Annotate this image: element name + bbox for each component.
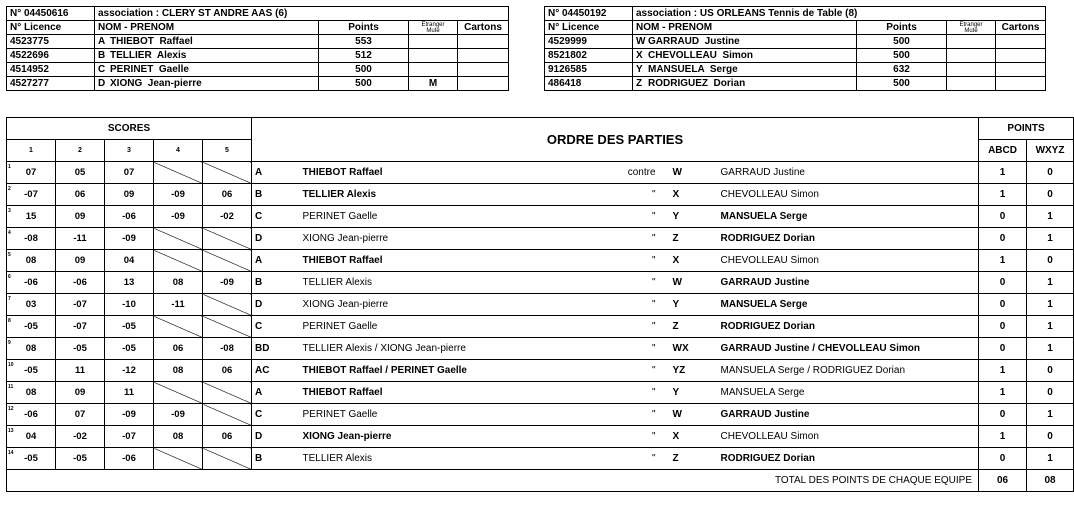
- player-mute: [409, 35, 458, 49]
- abcd-header: ABCD: [979, 140, 1027, 162]
- set-score: 08: [154, 272, 203, 294]
- points-wxyz: 0: [1027, 382, 1074, 404]
- licence-header: N° Licence: [7, 21, 95, 35]
- set-score: 07 1: [7, 162, 56, 184]
- player-letter: X: [636, 50, 643, 61]
- left-letter: B: [252, 184, 300, 206]
- separator: ": [580, 360, 670, 382]
- player-licence: 8521802: [545, 49, 633, 63]
- set-score: 15 3: [7, 206, 56, 228]
- set-score: 06: [56, 184, 105, 206]
- player-mute: [409, 63, 458, 77]
- left-letter: A: [252, 250, 300, 272]
- match-number: 14: [8, 450, 14, 456]
- player-name: RODRIGUEZ Dorian: [648, 78, 746, 89]
- match-row: [7, 426, 1074, 448]
- set-score: 06: [154, 338, 203, 360]
- set-5-header: 5: [203, 140, 252, 162]
- set-score: 11: [105, 382, 154, 404]
- match-number: 6: [8, 274, 11, 280]
- left-letter: A: [252, 162, 300, 184]
- player-licence: 4514952: [7, 63, 95, 77]
- player-name: PERINET Gaelle: [110, 64, 189, 75]
- totals-label: TOTAL DES POINTS DE CHAQUE EQUIPE: [7, 470, 979, 492]
- separator: ": [580, 338, 670, 360]
- points-abcd: 0: [979, 448, 1027, 470]
- points-wxyz: 1: [1027, 448, 1074, 470]
- set-score: -02: [203, 206, 252, 228]
- match-row: [7, 162, 1074, 184]
- player-row: [545, 77, 1046, 91]
- licence-header: N° Licence: [545, 21, 633, 35]
- match-row: [7, 404, 1074, 426]
- right-player: MANSUELA Serge: [718, 294, 979, 316]
- separator: ": [580, 294, 670, 316]
- left-player: THIEBOT Raffael / PERINET Gaelle: [300, 360, 580, 382]
- set-score: 11: [56, 360, 105, 382]
- set-score: [203, 250, 252, 272]
- name-header: NOM - PRENOM: [95, 21, 319, 35]
- right-player: CHEVOLLEAU Simon: [718, 426, 979, 448]
- player-licence: 4523775: [7, 35, 95, 49]
- set-score: [154, 162, 203, 184]
- team-right-table: [544, 6, 1046, 91]
- right-player: CHEVOLLEAU Simon: [718, 184, 979, 206]
- match-row: [7, 316, 1074, 338]
- match-number: 8: [8, 318, 11, 324]
- cartons-header: Cartons: [458, 21, 509, 35]
- set-score: 05: [56, 162, 105, 184]
- player-licence: 4522696: [7, 49, 95, 63]
- match-number: 5: [8, 252, 11, 258]
- set-score: -09: [154, 404, 203, 426]
- set-score: 08 5: [7, 250, 56, 272]
- set-score: [203, 162, 252, 184]
- set-score: 03 7: [7, 294, 56, 316]
- left-player: TELLIER Alexis / XIONG Jean-pierre: [300, 338, 580, 360]
- player-points: 500: [857, 49, 947, 63]
- match-row: [7, 294, 1074, 316]
- set-score: -07: [105, 426, 154, 448]
- set-1-header: 1: [7, 140, 56, 162]
- player-points: 500: [319, 63, 409, 77]
- right-player: GARRAUD Justine: [718, 162, 979, 184]
- set-score: 08 11: [7, 382, 56, 404]
- set-score: -08 4: [7, 228, 56, 250]
- set-score: -05: [56, 338, 105, 360]
- separator: ": [580, 184, 670, 206]
- match-row: [7, 338, 1074, 360]
- points-wxyz: 0: [1027, 360, 1074, 382]
- total-wxyz: 08: [1027, 470, 1074, 492]
- separator: ": [580, 316, 670, 338]
- player-row: [7, 49, 509, 63]
- set-score: [203, 404, 252, 426]
- left-player: PERINET Gaelle: [300, 206, 580, 228]
- right-letter: W: [670, 404, 718, 426]
- set-score: 09: [56, 206, 105, 228]
- points-wxyz: 1: [1027, 338, 1074, 360]
- left-player: XIONG Jean-pierre: [300, 294, 580, 316]
- player-mute: [947, 49, 996, 63]
- set-3-header: 3: [105, 140, 154, 162]
- set-score: 04: [105, 250, 154, 272]
- points-header: POINTS: [979, 118, 1074, 140]
- right-letter: W: [670, 162, 718, 184]
- cartons-header: Cartons: [996, 21, 1046, 35]
- points-abcd: 0: [979, 338, 1027, 360]
- set-score: [154, 228, 203, 250]
- player-licence: 4527277: [7, 77, 95, 91]
- left-letter: D: [252, 228, 300, 250]
- player-row: [545, 49, 1046, 63]
- set-score: -11: [56, 228, 105, 250]
- left-letter: AC: [252, 360, 300, 382]
- right-player: GARRAUD Justine: [718, 272, 979, 294]
- left-player: TELLIER Alexis: [300, 184, 580, 206]
- set-score: -11: [154, 294, 203, 316]
- name-header: NOM - PRENOM: [633, 21, 857, 35]
- player-letter: D: [98, 78, 106, 89]
- set-score: -05 8: [7, 316, 56, 338]
- left-player: XIONG Jean-pierre: [300, 426, 580, 448]
- points-wxyz: 0: [1027, 162, 1074, 184]
- wxyz-header: WXYZ: [1027, 140, 1074, 162]
- separator: ": [580, 382, 670, 404]
- player-name-cell: [633, 49, 857, 63]
- left-player: TELLIER Alexis: [300, 272, 580, 294]
- etranger-mute-header: Etranger Muté: [947, 21, 996, 35]
- right-letter: Z: [670, 448, 718, 470]
- set-score: -06 6: [7, 272, 56, 294]
- player-mute: [947, 63, 996, 77]
- left-letter: D: [252, 426, 300, 448]
- match-row: [7, 272, 1074, 294]
- set-score: -09: [154, 184, 203, 206]
- player-row: [545, 35, 1046, 49]
- separator: ": [580, 250, 670, 272]
- association-name: association : US ORLEANS Tennis de Table (8): [633, 7, 1046, 21]
- match-number: 12: [8, 406, 14, 412]
- player-licence: 9126585: [545, 63, 633, 77]
- points-header: Points: [319, 21, 409, 35]
- set-4-header: 4: [154, 140, 203, 162]
- set-score: 08: [154, 426, 203, 448]
- player-cartons: [458, 35, 509, 49]
- match-number: 1: [8, 164, 11, 170]
- player-row: [545, 63, 1046, 77]
- association-name: association : CLERY ST ANDRE AAS (6): [95, 7, 509, 21]
- set-2-header: 2: [56, 140, 105, 162]
- right-letter: Y: [670, 206, 718, 228]
- left-player: TELLIER Alexis: [300, 448, 580, 470]
- player-name-cell: [95, 49, 319, 63]
- left-player: PERINET Gaelle: [300, 316, 580, 338]
- set-score: -09: [154, 206, 203, 228]
- left-player: THIEBOT Raffael: [300, 250, 580, 272]
- set-score: -09: [203, 272, 252, 294]
- right-letter: WX: [670, 338, 718, 360]
- match-row: [7, 206, 1074, 228]
- player-letter: A: [98, 36, 106, 47]
- set-score: [203, 228, 252, 250]
- separator: ": [580, 448, 670, 470]
- points-abcd: 1: [979, 360, 1027, 382]
- set-score: [154, 250, 203, 272]
- points-abcd: 0: [979, 228, 1027, 250]
- match-number: 4: [8, 230, 11, 236]
- team-left-table: [6, 6, 509, 91]
- player-mute: [947, 35, 996, 49]
- points-wxyz: 1: [1027, 228, 1074, 250]
- right-letter: YZ: [670, 360, 718, 382]
- right-letter: W: [670, 272, 718, 294]
- points-wxyz: 1: [1027, 272, 1074, 294]
- set-score: -09: [105, 228, 154, 250]
- set-score: 06: [203, 184, 252, 206]
- player-name-cell: [95, 63, 319, 77]
- match-number: 11: [8, 384, 14, 390]
- set-score: [154, 448, 203, 470]
- team-number: N° 04450192: [545, 7, 633, 21]
- points-wxyz: 0: [1027, 184, 1074, 206]
- right-letter: Z: [670, 228, 718, 250]
- separator: ": [580, 272, 670, 294]
- player-points: 553: [319, 35, 409, 49]
- player-mute: [409, 49, 458, 63]
- player-points: 500: [857, 35, 947, 49]
- set-score: 07: [105, 162, 154, 184]
- player-letter: Y: [636, 64, 643, 75]
- left-letter: A: [252, 382, 300, 404]
- player-name-cell: [95, 35, 319, 49]
- match-row: [7, 360, 1074, 382]
- match-row: [7, 448, 1074, 470]
- left-letter: C: [252, 316, 300, 338]
- player-name-cell: [95, 77, 319, 91]
- left-letter: BD: [252, 338, 300, 360]
- match-number: 7: [8, 296, 11, 302]
- points-abcd: 1: [979, 382, 1027, 404]
- set-score: -10: [105, 294, 154, 316]
- points-wxyz: 1: [1027, 206, 1074, 228]
- points-abcd: 1: [979, 162, 1027, 184]
- player-name: GARRAUD Justine: [648, 36, 740, 47]
- player-cartons: [996, 77, 1046, 91]
- player-cartons: [458, 77, 509, 91]
- player-cartons: [458, 63, 509, 77]
- set-score: 09: [105, 184, 154, 206]
- player-name: TELLIER Alexis: [110, 50, 187, 61]
- set-score: 09: [56, 250, 105, 272]
- player-letter: W: [636, 36, 646, 47]
- separator: ": [580, 404, 670, 426]
- left-player: THIEBOT Raffael: [300, 162, 580, 184]
- points-abcd: 1: [979, 184, 1027, 206]
- player-licence: 486418: [545, 77, 633, 91]
- points-abcd: 0: [979, 206, 1027, 228]
- player-cartons: [996, 49, 1046, 63]
- set-score: -06: [56, 272, 105, 294]
- set-score: -07: [56, 294, 105, 316]
- points-wxyz: 1: [1027, 294, 1074, 316]
- right-letter: X: [670, 184, 718, 206]
- set-score: -05: [56, 448, 105, 470]
- player-letter: C: [98, 64, 106, 75]
- points-wxyz: 1: [1027, 404, 1074, 426]
- match-number: 13: [8, 428, 14, 434]
- set-score: -05 10: [7, 360, 56, 382]
- player-points: 500: [857, 77, 947, 91]
- match-row: [7, 184, 1074, 206]
- player-points: 632: [857, 63, 947, 77]
- right-player: GARRAUD Justine: [718, 404, 979, 426]
- set-score: -05: [105, 338, 154, 360]
- player-points: 500: [319, 77, 409, 91]
- points-wxyz: 0: [1027, 250, 1074, 272]
- left-letter: B: [252, 448, 300, 470]
- set-score: [203, 316, 252, 338]
- match-number: 3: [8, 208, 11, 214]
- set-score: 07: [56, 404, 105, 426]
- player-name-cell: [633, 77, 857, 91]
- right-letter: Z: [670, 316, 718, 338]
- points-wxyz: 1: [1027, 316, 1074, 338]
- separator: ": [580, 228, 670, 250]
- team-number: N° 04450616: [7, 7, 95, 21]
- points-abcd: 0: [979, 272, 1027, 294]
- set-score: [154, 316, 203, 338]
- set-score: 08: [154, 360, 203, 382]
- right-player: GARRAUD Justine / CHEVOLLEAU Simon: [718, 338, 979, 360]
- player-letter: Z: [636, 78, 643, 89]
- right-player: MANSUELA Serge: [718, 206, 979, 228]
- player-points: 512: [319, 49, 409, 63]
- set-score: -07 2: [7, 184, 56, 206]
- player-name: XIONG Jean-pierre: [110, 78, 202, 89]
- order-header: ORDRE DES PARTIES: [252, 118, 979, 162]
- left-letter: D: [252, 294, 300, 316]
- player-name: CHEVOLLEAU Simon: [648, 50, 754, 61]
- player-name-cell: [633, 63, 857, 77]
- right-player: MANSUELA Serge / RODRIGUEZ Dorian: [718, 360, 979, 382]
- points-header: Points: [857, 21, 947, 35]
- set-score: -02: [56, 426, 105, 448]
- player-mute: M: [409, 77, 458, 91]
- etranger-mute-header: Etranger Muté: [409, 21, 458, 35]
- set-score: 13: [105, 272, 154, 294]
- points-abcd: 1: [979, 426, 1027, 448]
- set-score: 09: [56, 382, 105, 404]
- player-name: MANSUELA Serge: [648, 64, 738, 75]
- right-player: RODRIGUEZ Dorian: [718, 448, 979, 470]
- set-score: -12: [105, 360, 154, 382]
- left-player: THIEBOT Raffael: [300, 382, 580, 404]
- player-row: [7, 35, 509, 49]
- player-cartons: [996, 35, 1046, 49]
- points-abcd: 0: [979, 316, 1027, 338]
- right-letter: X: [670, 426, 718, 448]
- player-cartons: [996, 63, 1046, 77]
- set-score: -06: [105, 448, 154, 470]
- separator: ": [580, 206, 670, 228]
- set-score: 06: [203, 426, 252, 448]
- left-letter: C: [252, 404, 300, 426]
- player-row: [7, 77, 509, 91]
- set-score: -07: [56, 316, 105, 338]
- player-cartons: [458, 49, 509, 63]
- match-number: 9: [8, 340, 11, 346]
- right-player: CHEVOLLEAU Simon: [718, 250, 979, 272]
- left-letter: B: [252, 272, 300, 294]
- separator: ": [580, 426, 670, 448]
- set-score: -05: [105, 316, 154, 338]
- right-player: MANSUELA Serge: [718, 382, 979, 404]
- match-row: [7, 228, 1074, 250]
- player-row: [7, 63, 509, 77]
- left-player: PERINET Gaelle: [300, 404, 580, 426]
- right-letter: Y: [670, 294, 718, 316]
- set-score: [203, 448, 252, 470]
- set-score: 04 13: [7, 426, 56, 448]
- set-score: -05 14: [7, 448, 56, 470]
- points-abcd: 0: [979, 404, 1027, 426]
- set-score: -06: [105, 206, 154, 228]
- set-score: [154, 382, 203, 404]
- points-abcd: 0: [979, 294, 1027, 316]
- set-score: 08 9: [7, 338, 56, 360]
- scores-header: SCORES: [7, 118, 252, 140]
- player-licence: 4529999: [545, 35, 633, 49]
- set-score: -06 12: [7, 404, 56, 426]
- match-row: [7, 250, 1074, 272]
- points-wxyz: 0: [1027, 426, 1074, 448]
- right-player: RODRIGUEZ Dorian: [718, 228, 979, 250]
- left-letter: C: [252, 206, 300, 228]
- matches-table: [6, 117, 1074, 492]
- right-player: RODRIGUEZ Dorian: [718, 316, 979, 338]
- set-score: -08: [203, 338, 252, 360]
- set-score: [203, 294, 252, 316]
- match-row: [7, 382, 1074, 404]
- separator: contre: [580, 162, 670, 184]
- right-letter: Y: [670, 382, 718, 404]
- match-number: 2: [8, 186, 11, 192]
- set-score: [203, 382, 252, 404]
- player-letter: B: [98, 50, 106, 61]
- set-score: 06: [203, 360, 252, 382]
- left-player: XIONG Jean-pierre: [300, 228, 580, 250]
- right-letter: X: [670, 250, 718, 272]
- player-name: THIEBOT Raffael: [110, 36, 193, 47]
- player-name-cell: [633, 35, 857, 49]
- match-number: 10: [8, 362, 14, 368]
- points-abcd: 1: [979, 250, 1027, 272]
- player-mute: [947, 77, 996, 91]
- total-abcd: 06: [979, 470, 1027, 492]
- set-score: -09: [105, 404, 154, 426]
